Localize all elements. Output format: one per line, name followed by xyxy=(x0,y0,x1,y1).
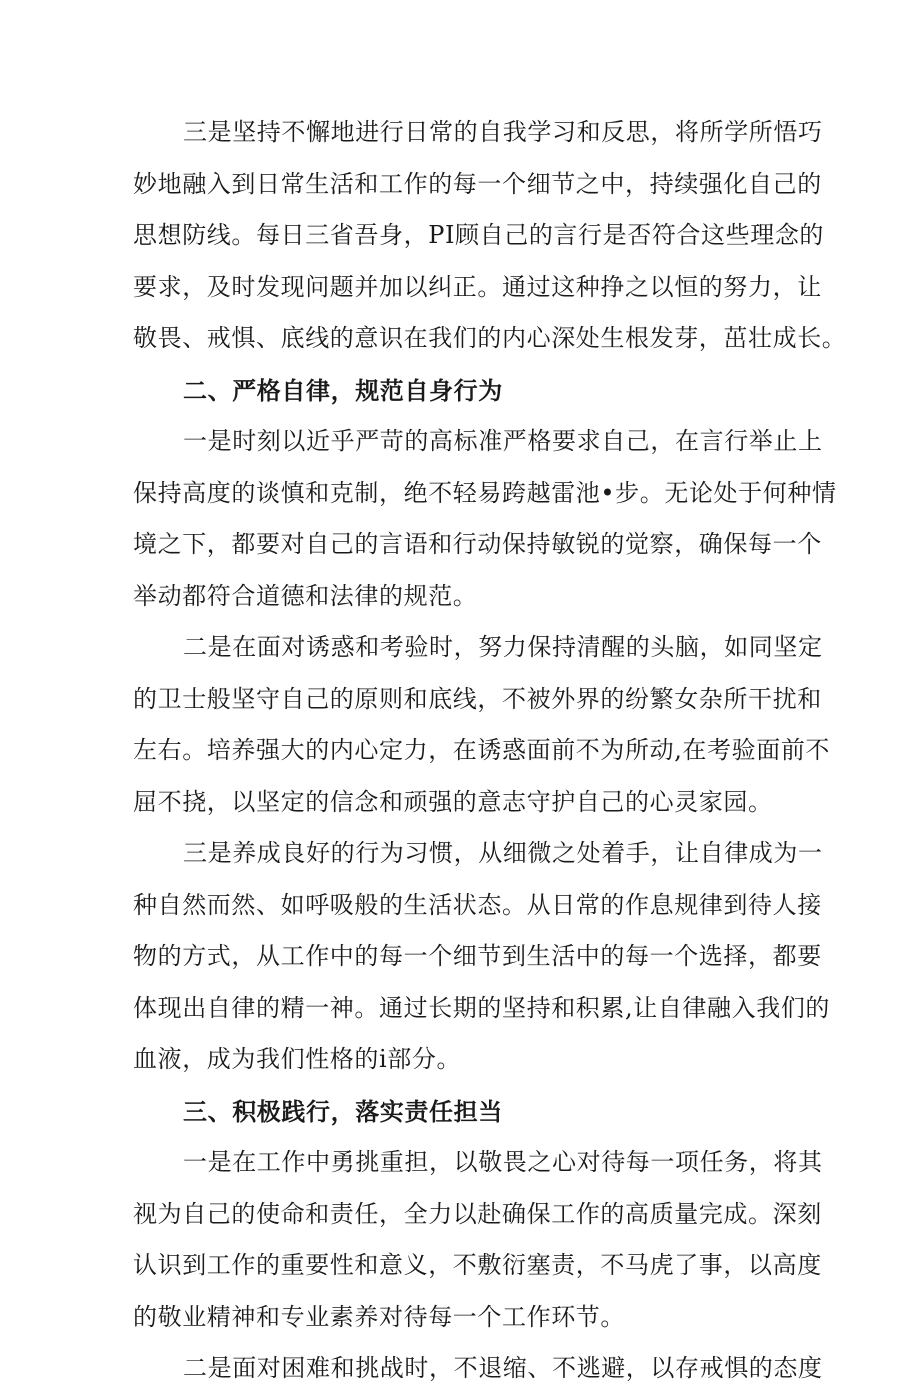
text-line: 物的方式，从工作中的每一个细节到生活中的每一个选择，都要 xyxy=(133,942,822,970)
text-line: 敬畏、戒惧、底线的意识在我们的内心深处生根发芽，茁壮成长。 xyxy=(133,324,847,352)
text-line: 境之下，都要对自己的言语和行动保持敏锐的觉察，确保每一个 xyxy=(133,530,822,558)
text-line: 一是在工作中勇挑重担，以敬畏之心对待每一项任务，将其 xyxy=(183,1148,823,1176)
text-line: 保持高度的谈慎和克制，绝不轻易跨越雷池•步。无论处于何种情 xyxy=(133,478,837,507)
section-heading: 二、严格自律，规范自身行为 xyxy=(183,375,503,405)
section-heading: 三、积极践行，落实责任担当 xyxy=(183,1096,503,1126)
text-line: 的敬业精神和专业素养对待每一个工作环节。 xyxy=(133,1302,625,1331)
text-line: 要求，及时发现问题并加以纠正。通过这种挣之以恒的努力，让 xyxy=(133,272,822,301)
text-line: 二是面对困难和挑战时，不退缩、不逃避，以存戒惧的态度 xyxy=(183,1354,823,1382)
text-line: 认识到工作的重要性和意义，不敷衍塞责，不马虎了事，以高度 xyxy=(133,1251,822,1279)
text-line: 举动都符合道德和法律的规范。 xyxy=(133,581,478,610)
document-body xyxy=(133,107,847,1395)
text-line: 三是养成良好的行为习惯，从细微之处着手，让自律成为一 xyxy=(183,839,823,867)
text-line: 思想防线。每日三省吾身，PI顾自己的言行是否符合这些理念的 xyxy=(133,221,825,249)
text-line: 二是在面对诱惑和考验时，努力保持清醒的头脑，如同坚定 xyxy=(183,633,823,661)
text-line: 体现出自律的精一神。通过长期的坚持和积累,让自律融入我们的 xyxy=(133,993,831,1022)
text-line: 视为自己的使命和责任，全力以赴确保工作的高质量完成。深刻 xyxy=(133,1199,822,1228)
text-line: 的卫士般坚守自己的原则和底线，不被外界的纷繁女杂所干扰和 xyxy=(133,684,822,713)
text-line: 屈不挠，以坚定的信念和顽强的意志守护自己的心灵家园。 xyxy=(133,787,773,816)
text-line: 血液，成为我们性格的i部分。 xyxy=(133,1045,462,1073)
text-line: 一是时刻以近乎严苛的高标准严格要求自己，在言行举止上 xyxy=(183,427,823,455)
text-line: 种自然而然、如呼吸般的生活状态。从日常的作息规律到待人接 xyxy=(133,890,822,919)
text-line: 妙地融入到日常生活和工作的每一个细节之中，持续强化自己的 xyxy=(133,169,822,198)
text-line: 三是坚持不懈地进行日常的自我学习和反思，将所学所悟巧 xyxy=(183,118,823,146)
text-line: 左右。培养强大的内心定力，在诱惑面前不为所动,在考验面前不 xyxy=(133,736,831,764)
